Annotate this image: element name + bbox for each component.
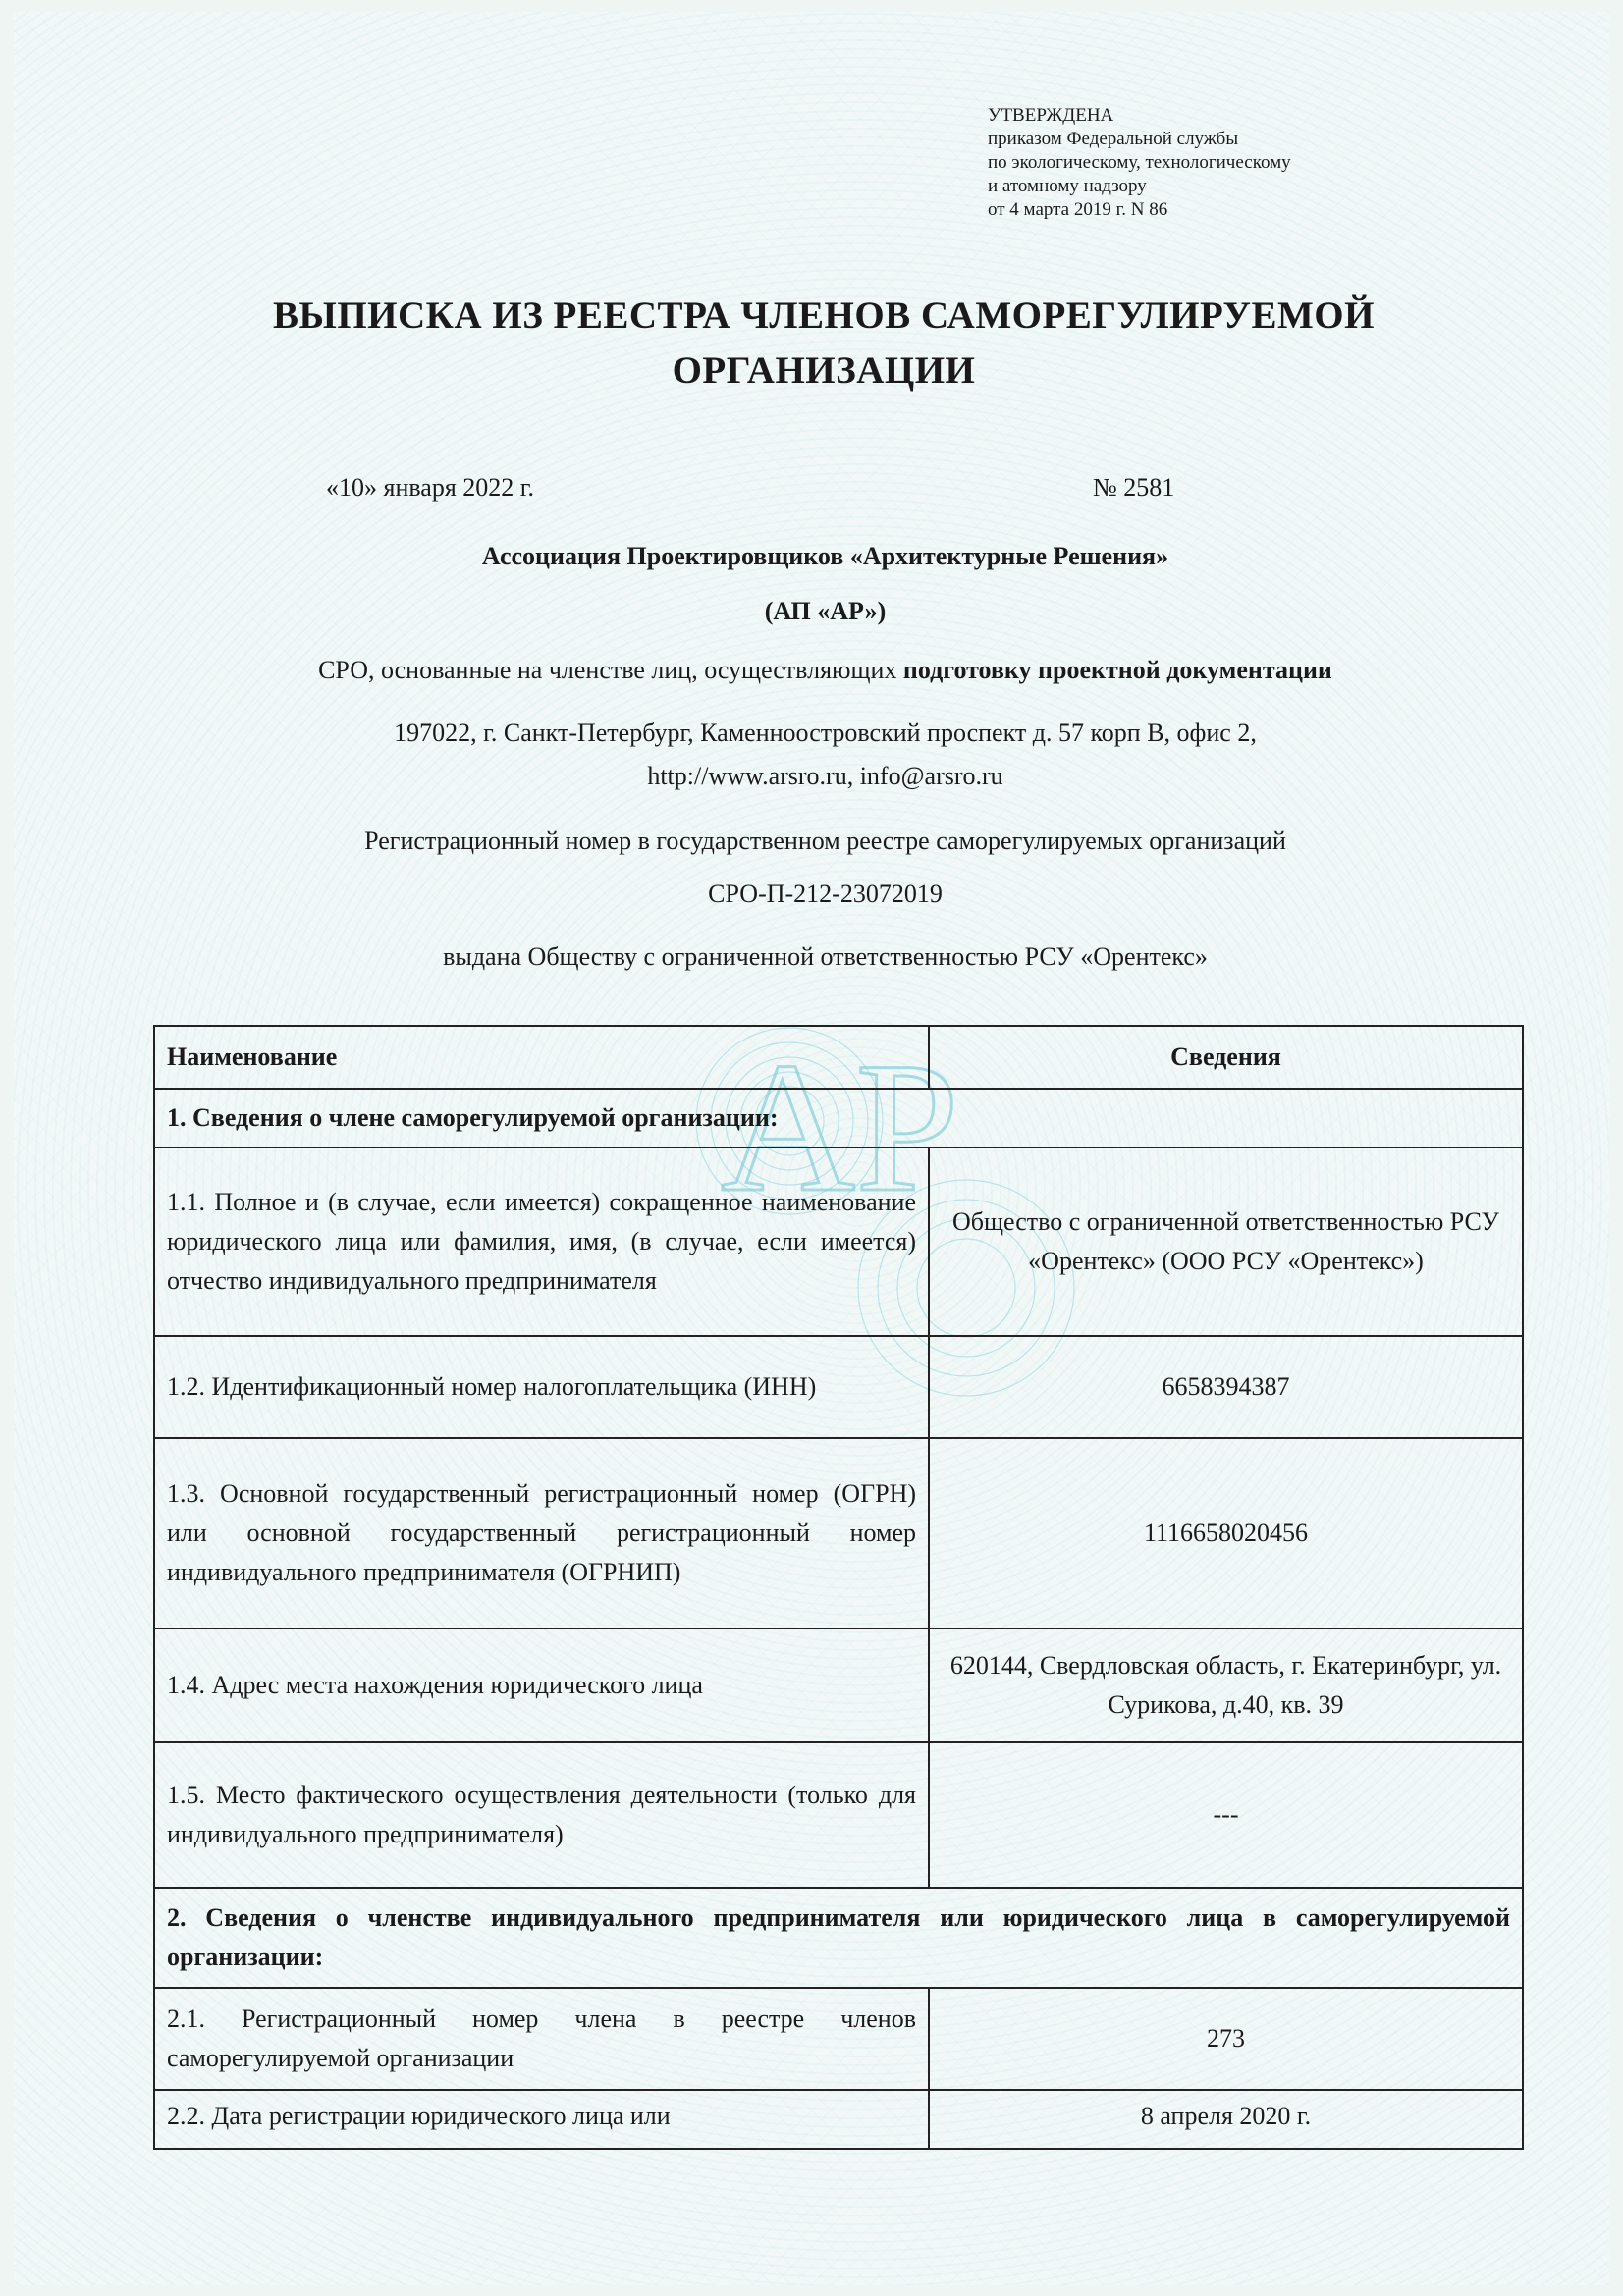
row-name: 1.1. Полное и (в случае, если имеется) сокращенное наименование юридического лица или фамилия, имя, (в случае, если имеется) отчество индивидуального предпринимателя [154, 1148, 929, 1336]
document-page [14, 12, 1609, 2285]
section-row [154, 1089, 1523, 1148]
approval-line: по экологическому, технологическому [988, 152, 1291, 173]
document-number: № 2581 [1093, 473, 1175, 502]
approval-line: и атомному надзору [988, 176, 1147, 196]
row-value: 8 апреля 2020 г. [929, 2090, 1523, 2149]
organization-address: 197022, г. Санкт-Петербург, Каменноостровский проспект д. 57 корп В, офис 2, [394, 719, 1257, 747]
section-2-title: 2. Сведения о членстве индивидуального предпринимателя или юридического лица в саморегулируемой организации: [154, 1888, 1523, 1988]
table-header-row [154, 1026, 1523, 1089]
table-row [154, 1742, 1523, 1888]
table-row [154, 2090, 1523, 2149]
section-1-title: 1. Сведения о члене саморегулируемой организации: [154, 1089, 1523, 1148]
row-name: 1.2. Идентификационный номер налогоплательщика (ИНН) [154, 1336, 929, 1438]
organization-short-name: (АП «АР») [764, 597, 887, 625]
organization-name: Ассоциация Проектировщиков «Архитектурные Решения» [481, 542, 1169, 570]
row-value: 620144, Свердловская область, г. Екатеринбург, ул. Сурикова, д.40, кв. 39 [929, 1629, 1523, 1742]
row-value: --- [929, 1742, 1523, 1888]
section-row [154, 1888, 1523, 1988]
registry-label: Регистрационный номер в государственном реестре саморегулируемых организаций [364, 827, 1286, 855]
row-name: 1.5. Место фактического осуществления деятельности (только для индивидуального предпринимателя) [154, 1742, 929, 1888]
document-title [112, 289, 1536, 399]
row-value: 6658394387 [929, 1336, 1523, 1438]
title-line: ОРГАНИЗАЦИИ [672, 349, 976, 392]
table-row [154, 1629, 1523, 1742]
row-value: 1116658020456 [929, 1438, 1523, 1629]
row-value: 273 [929, 1988, 1523, 2090]
title-line: ВЫПИСКА ИЗ РЕЕСТРА ЧЛЕНОВ САМОРЕГУЛИРУЕМОЙ [273, 294, 1375, 337]
organization-type-prefix: СРО, основанные на членстве лиц, осуществляющих [318, 656, 903, 684]
table-row [154, 1336, 1523, 1438]
table-row [154, 1148, 1523, 1336]
approval-stamp-text [988, 104, 1291, 222]
registry-table [153, 1025, 1524, 2150]
issue-date: «10» января 2022 г. [326, 473, 535, 502]
organization-type-bold: подготовку проектной документации [902, 656, 1332, 684]
table-row [154, 1988, 1523, 2090]
approval-line: УТВЕРЖДЕНА [988, 105, 1114, 126]
header-value: Сведения [929, 1026, 1523, 1089]
row-name: 2.1. Регистрационный номер члена в реестре членов саморегулируемой организации [154, 1988, 929, 2090]
approval-line: от 4 марта 2019 г. N 86 [988, 199, 1168, 220]
watermark-letters: АР [721, 1025, 959, 1231]
approval-line: приказом Федеральной службы [988, 129, 1239, 149]
row-name: 1.3. Основной государственный регистрационный номер (ОГРН) или основной государственный регистрационный номер индивидуального предпринимателя (ОГРНИП) [154, 1438, 929, 1629]
header-name: Наименование [154, 1026, 929, 1089]
row-name: 1.4. Адрес места нахождения юридического лица [154, 1629, 929, 1742]
table-row [154, 1438, 1523, 1629]
registry-number: СРО-П-212-23072019 [708, 880, 943, 908]
organization-contacts: http://www.arsro.ru, info@arsro.ru [647, 762, 1003, 790]
issued-to: выдана Обществу с ограниченной ответственностью РСУ «Орентекс» [443, 942, 1208, 971]
row-name: 2.2. Дата регистрации юридического лица или [154, 2090, 929, 2149]
row-value: Общество с ограниченной ответственностью РСУ «Орентекс» (ООО РСУ «Орентекс») [929, 1148, 1523, 1336]
organization-type [112, 656, 1539, 685]
